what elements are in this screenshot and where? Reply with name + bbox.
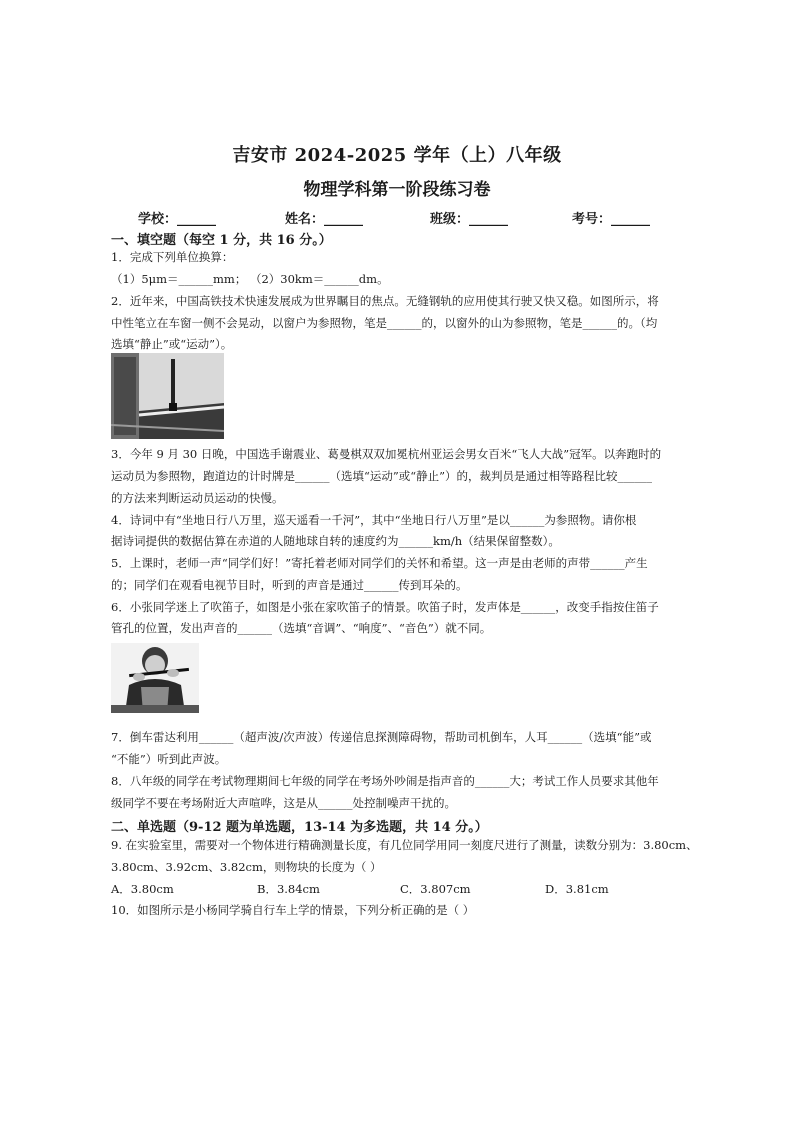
- question-10: 10．如图所示是小杨同学骑自行车上学的情景，下列分析正确的是（ ）: [111, 903, 475, 917]
- train-window-pen-photo: [111, 353, 224, 439]
- exam-number-field: 考号：______: [572, 212, 651, 227]
- option-b: B．3.84cm: [257, 882, 320, 896]
- question-line: 6．小张同学迷上了吹笛子，如图是小张在家吹笛子的情景。吹笛子时，发声体是______，改变手指按住笛子: [111, 600, 659, 614]
- exam-subtitle: 物理学科第一阶段练习卷: [303, 180, 491, 200]
- question-line: 的方法来判断运动员运动的快慢。: [111, 491, 284, 505]
- question-line: 7．倒车雷达利用______（超声波/次声波）传递信息探测障碍物，帮助司机倒车，人耳______（选填“能”或: [111, 730, 652, 744]
- question-line: 的；同学们在观看电视节目时，听到的声音是通过______传到耳朵的。: [111, 578, 468, 592]
- question-line: 2．近年来，中国高铁技术快速发展成为世界瞩目的焦点。无缝钢轨的应用使其行驶又快又稳。如图所示，将: [111, 294, 659, 308]
- question-line: 4．诗词中有“坐地日行八万里，巡天遥看一千河”，其中“坐地日行八万里”是以______为参照物。请你根: [111, 513, 637, 527]
- section1-heading: 一、填空题（每空 1 分，共 16 分。）: [111, 233, 332, 248]
- question-line: 3．今年 9 月 30 日晚，中国选手谢震业、葛曼棋双双加冕杭州亚运会男女百米“飞人大战”冠军。以奔跑时的: [111, 447, 662, 461]
- question-line: “不能”）听到此声波。: [111, 752, 227, 766]
- option-d: D．3.81cm: [545, 882, 609, 896]
- question-line: 运动员为参照物，跑道边的计时牌是______（选填“运动”或“静止”）的，裁判员是通过相等路程比较______: [111, 469, 653, 483]
- question-line: 5．上课时，老师一声“同学们好！”寄托着老师对同学们的关怀和希望。这一声是由老师的声带______产生: [111, 556, 648, 570]
- question-line: 据诗词提供的数据估算在赤道的人随地球自转的速度约为______km/h（结果保留整数）。: [111, 534, 560, 548]
- question-line: 中性笔立在车窗一侧不会晃动，以窗户为参照物，笔是______的，以窗外的山为参照物，笔是______的。（均: [111, 316, 658, 330]
- exam-title: 吉安市 2024-2025 学年（上）八年级: [232, 145, 562, 166]
- question-line: 9. 在实验室里，需要对一个物体进行精确测量长度，有几位同学用同一刻度尺进行了测量，读数分别为：3.80cm、: [111, 838, 698, 852]
- name-field: 姓名：______: [285, 212, 364, 227]
- flute-player-photo: [111, 643, 199, 713]
- question-line: 管孔的位置，发出声音的______（选填“音调”、“响度”、“音色”）就不同。: [111, 621, 492, 635]
- section2-heading: 二、单选题（9-12 题为单选题，13-14 为多选题，共 14 分。）: [111, 820, 488, 835]
- question-line: 选填“静止”或“运动”）。: [111, 337, 233, 351]
- question-line: 8．八年级的同学在考试物理期间七年级的同学在考场外吵闹是指声音的______大；考试工作人员要求其他年: [111, 774, 659, 788]
- question-line: （1）5μm＝______mm； （2）30km＝______dm。: [111, 272, 389, 286]
- school-field: 学校：______: [138, 212, 217, 227]
- option-a: A．3.80cm: [111, 882, 174, 896]
- question-line: 级同学不要在考场附近大声喧哗，这是从______处控制噪声干扰的。: [111, 796, 456, 810]
- class-field: 班级：______: [430, 212, 509, 227]
- option-c: C．3.807cm: [400, 882, 471, 896]
- question-line: 3.80cm、3.92cm、3.82cm，则物块的长度为（ ）: [111, 860, 382, 874]
- question-line: 1．完成下列单位换算：: [111, 250, 234, 264]
